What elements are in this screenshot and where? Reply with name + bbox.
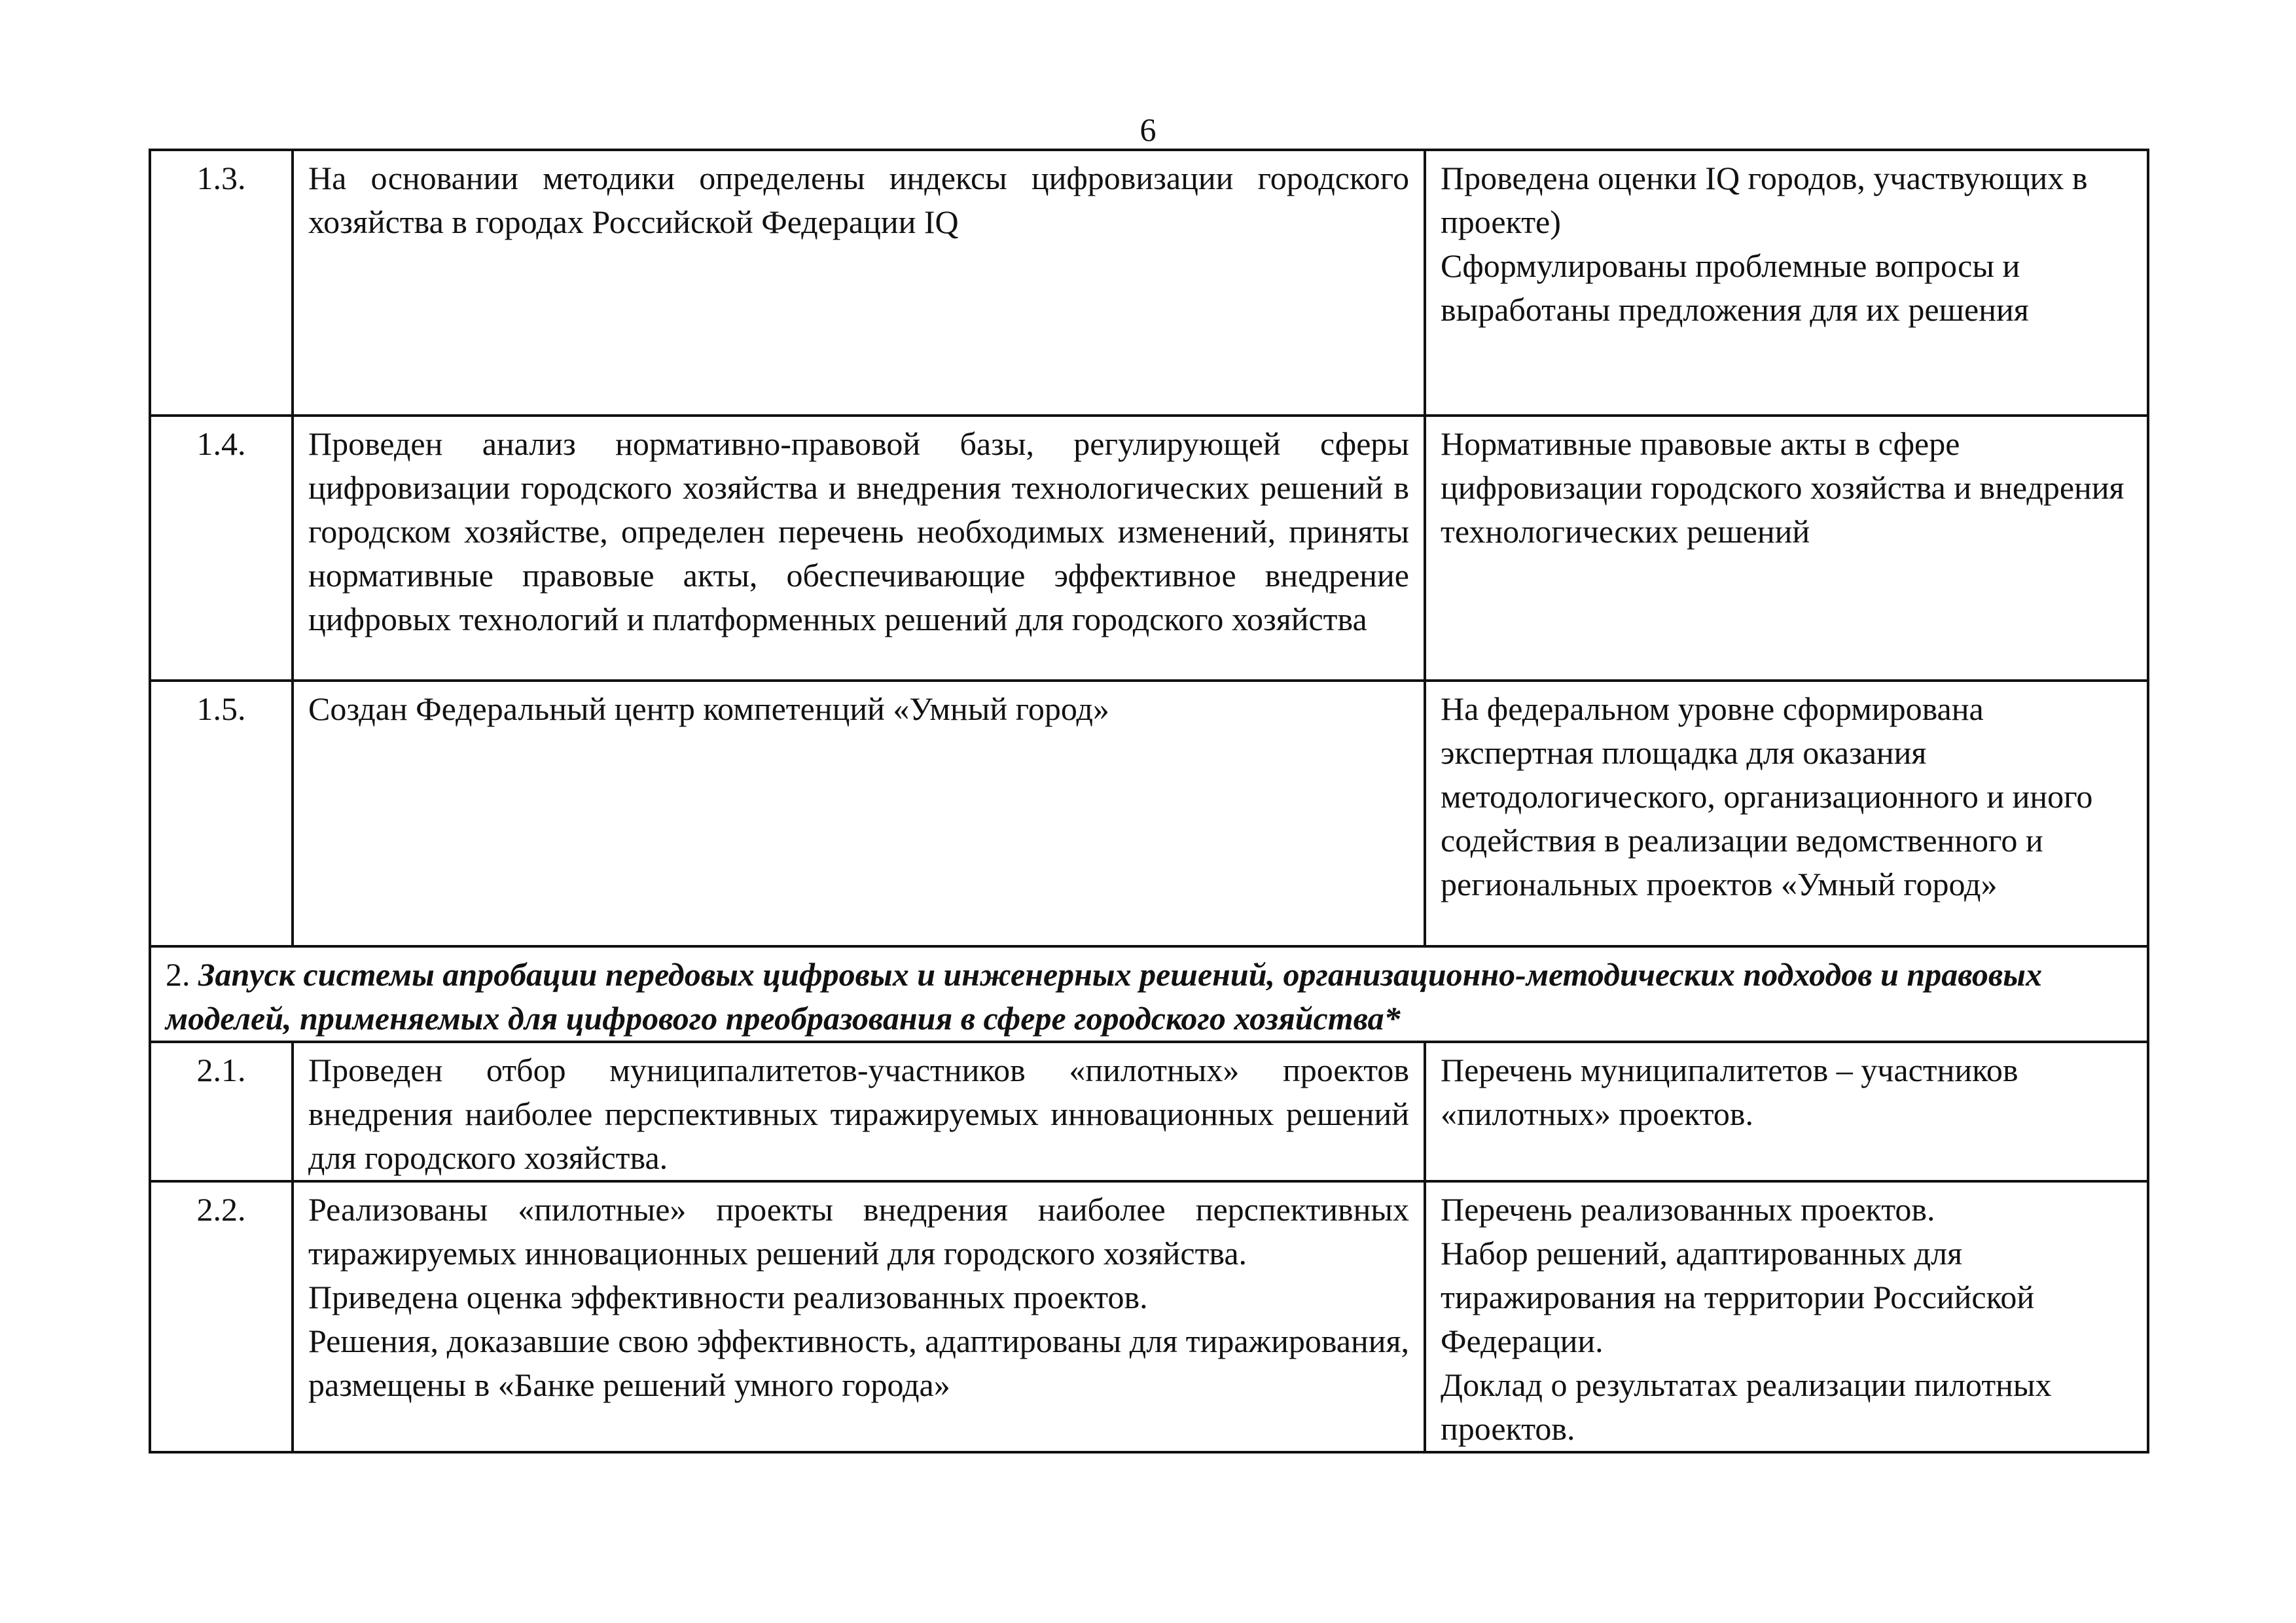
row-number: 2.2. <box>150 1181 293 1452</box>
row-number: 1.3. <box>150 150 293 416</box>
row-description: Создан Федеральный центр компетенций «Умный город» <box>293 681 1425 946</box>
row-result <box>1425 1042 2148 1181</box>
description-line: Приведена оценка эффективности реализованных проектов. <box>308 1279 1148 1315</box>
row-number: 1.4. <box>150 416 293 681</box>
row-number: 1.5. <box>150 681 293 946</box>
table-row <box>150 150 2148 416</box>
row-result <box>1425 681 2148 946</box>
result-line: Проведена оценки IQ городов, участвующих в проекте) <box>1441 160 2088 240</box>
row-result <box>1425 1181 2148 1452</box>
table-row <box>150 681 2148 946</box>
row-description <box>293 1181 1425 1452</box>
table-row <box>150 1181 2148 1452</box>
results-table <box>149 149 2149 1454</box>
result-line: Нормативные правовые акты в сфере цифровизации городского хозяйства и внедрения технологических решений <box>1441 425 2125 550</box>
description-line: Реализованы «пилотные» проекты внедрения наиболее перспективных тиражируемых инновационных решений для городского хозяйства. <box>308 1191 1409 1272</box>
table-row <box>150 1042 2148 1181</box>
result-line: Сформулированы проблемные вопросы и выработаны предложения для их решения <box>1441 247 2029 328</box>
row-description: Проведен отбор муниципалитетов-участников «пилотных» проектов внедрения наиболее перспективных тиражируемых инновационных решений для городского хозяйства. <box>293 1042 1425 1181</box>
table-row <box>150 416 2148 681</box>
row-result <box>1425 150 2148 416</box>
section-header-row <box>150 946 2148 1042</box>
row-number: 2.1. <box>150 1042 293 1181</box>
row-description: На основании методики определены индексы цифровизации городского хозяйства в городах Российской Федерации IQ <box>293 150 1425 416</box>
description-line: Решения, доказавшие свою эффективность, адаптированы для тиражирования, размещены в «Банке решений умного города» <box>308 1323 1409 1403</box>
section-number: 2. <box>166 956 190 993</box>
section-title: Запуск системы апробации передовых цифровых и инженерных решений, организационно-методических подходов и правовых моделей, применяемых для цифрового преобразования в сфере городского хозяйства* <box>166 956 2042 1037</box>
result-line: Перечень реализованных проектов. <box>1441 1191 1935 1228</box>
result-line: Доклад о результатах реализации пилотных проектов. <box>1441 1366 2052 1447</box>
section-header <box>150 946 2148 1042</box>
result-line: На федеральном уровне сформирована экспертная площадка для оказания методологического, организационного и иного содействия в реализации ведомственного и региональных проектов «Умный город» <box>1441 690 2093 902</box>
page-number: 6 <box>1139 111 1157 148</box>
row-description: Проведен анализ нормативно-правовой базы, регулирующей сферы цифровизации городского хозяйства и внедрения технологических решений в городском хозяйстве, определен перечень необходимых изменений, приняты нормативные правовые акты, обеспечивающие эффективное внедрение цифровых технологий и платформенных решений для городского хозяйства <box>293 416 1425 681</box>
row-result <box>1425 416 2148 681</box>
result-line: Набор решений, адаптированных для тиражирования на территории Российской Федерации. <box>1441 1235 2035 1359</box>
result-line: Перечень муниципалитетов – участников «пилотных» проектов. <box>1441 1052 2018 1132</box>
